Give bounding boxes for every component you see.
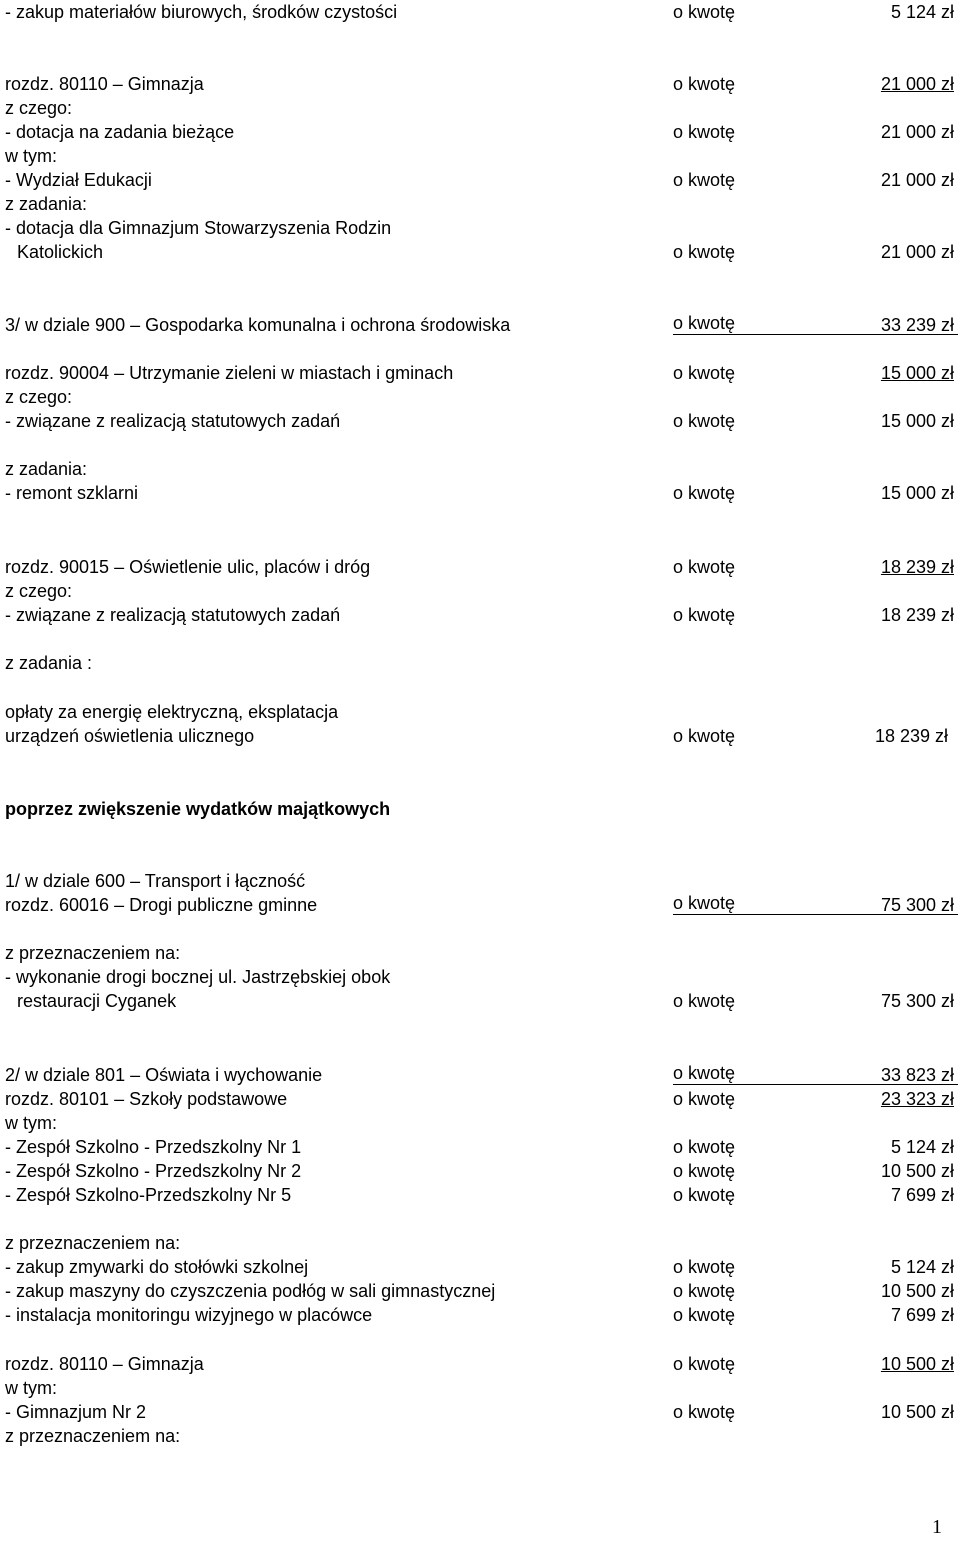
line-amount: 21 000 zł [880, 242, 954, 262]
line-amount-label: o kwotę [673, 1402, 736, 1422]
line-amount-label: o kwotę [673, 557, 736, 577]
budget-line [0, 651, 960, 675]
line-amount-label: o kwotę [673, 411, 736, 431]
budget-line [0, 700, 960, 724]
line-amount: 5 124 zł [890, 2, 954, 22]
line-amount-label: o kwotę [673, 1089, 736, 1109]
line-amount: 10 500 zł [880, 1354, 954, 1374]
line-description: rozdz. 90004 – Utrzymanie zieleni w miastach i gminach [5, 363, 454, 383]
line-description: Katolickich [17, 242, 104, 262]
line-description: z czego: [5, 387, 73, 407]
budget-line [0, 216, 960, 240]
budget-line [0, 603, 960, 627]
line-amount: 75 300 zł [880, 895, 954, 915]
line-amount-label: o kwotę [673, 313, 958, 335]
budget-line [0, 1183, 960, 1207]
line-amount: 10 500 zł [880, 1281, 954, 1301]
budget-line [0, 1376, 960, 1400]
line-description: z zadania : [5, 653, 93, 673]
line-description: - instalacja monitoringu wizyjnego w placówce [5, 1305, 373, 1325]
budget-line [0, 144, 960, 168]
line-amount: 15 000 zł [880, 363, 954, 383]
line-amount-label: o kwotę [673, 242, 736, 262]
budget-line [0, 1400, 960, 1424]
budget-line [0, 989, 960, 1013]
section-heading-text: poprzez zwiększenie wydatków majątkowych [5, 799, 391, 819]
line-description: rozdz. 60016 – Drogi publiczne gminne [5, 895, 318, 915]
page-number: 1 [932, 1516, 942, 1538]
budget-line [0, 240, 960, 264]
line-description: 2/ w dziale 801 – Oświata i wychowanie [5, 1065, 323, 1085]
line-description: - remont szklarni [5, 483, 139, 503]
budget-line [0, 869, 960, 893]
line-description: z przeznaczeniem na: [5, 1426, 181, 1446]
line-description: - dotacja dla Gimnazjum Stowarzyszenia Rodzin [5, 218, 392, 238]
line-amount-label: o kwotę [673, 170, 736, 190]
line-description: 1/ w dziale 600 – Transport i łączność [5, 871, 306, 891]
budget-line [0, 1135, 960, 1159]
line-description: - zakup maszyny do czyszczenia podłóg w sali gimnastycznej [5, 1281, 496, 1301]
budget-line [0, 361, 960, 385]
line-amount-label: o kwotę [673, 1161, 736, 1181]
line-amount: 5 124 zł [890, 1137, 954, 1157]
line-description: - zakup materiałów biurowych, środków czystości [5, 2, 398, 22]
budget-line [0, 1303, 960, 1327]
line-description: rozdz. 90015 – Oświetlenie ulic, placów i dróg [5, 557, 371, 577]
line-description: - Zespół Szkolno - Przedszkolny Nr 2 [5, 1161, 302, 1181]
line-description: restauracji Cyganek [17, 991, 177, 1011]
line-amount-label: o kwotę [673, 74, 736, 94]
budget-line [0, 1159, 960, 1183]
line-description: w tym: [5, 146, 57, 166]
line-amount-label: o kwotę [673, 991, 736, 1011]
line-description: z przeznaczeniem na: [5, 1233, 181, 1253]
line-amount: 7 699 zł [890, 1185, 954, 1205]
line-amount-label: o kwotę [673, 2, 736, 22]
line-description: rozdz. 80110 – Gimnazja [5, 1354, 204, 1374]
line-amount: 7 699 zł [890, 1305, 954, 1325]
budget-line [0, 1231, 960, 1255]
budget-line [0, 96, 960, 120]
line-amount-label: o kwotę [673, 1137, 736, 1157]
line-amount-label: o kwotę [673, 1063, 958, 1085]
line-amount: 15 000 zł [880, 483, 954, 503]
line-description: - zakup zmywarki do stołówki szkolnej [5, 1257, 309, 1277]
line-description: z zadania: [5, 194, 88, 214]
line-amount: 18 239 zł [880, 557, 954, 577]
line-amount: 75 300 zł [880, 991, 954, 1011]
budget-line [0, 1279, 960, 1303]
line-description: rozdz. 80110 – Gimnazja [5, 74, 204, 94]
budget-line [0, 965, 960, 989]
line-amount-label: o kwotę [673, 1354, 736, 1374]
line-amount: 18 239 zł [874, 726, 948, 746]
section-heading [0, 797, 960, 821]
line-description: - Gimnazjum Nr 2 [5, 1402, 147, 1422]
line-amount: 18 239 zł [880, 605, 954, 625]
line-description: opłaty za energię elektryczną, eksplatacja [5, 702, 339, 722]
line-amount-label: o kwotę [673, 1185, 736, 1205]
budget-line [0, 481, 960, 505]
line-amount: 21 000 zł [880, 74, 954, 94]
line-amount: 5 124 zł [890, 1257, 954, 1277]
line-amount: 15 000 zł [880, 411, 954, 431]
line-amount-label: o kwotę [673, 1281, 736, 1301]
line-amount: 23 323 zł [880, 1089, 954, 1109]
line-amount-label: o kwotę [673, 605, 736, 625]
budget-line [0, 1255, 960, 1279]
line-amount: 33 823 zł [880, 1065, 954, 1085]
line-description: z czego: [5, 98, 73, 118]
line-amount: 21 000 zł [880, 170, 954, 190]
budget-line [0, 579, 960, 603]
budget-line [0, 385, 960, 409]
line-amount: 10 500 zł [880, 1402, 954, 1422]
budget-line [0, 192, 960, 216]
budget-line [0, 409, 960, 433]
budget-line [0, 1087, 960, 1111]
budget-line [0, 168, 960, 192]
budget-line [0, 1111, 960, 1135]
line-description: - Zespół Szkolno-Przedszkolny Nr 5 [5, 1185, 292, 1205]
line-amount: 33 239 zł [880, 315, 954, 335]
budget-line [0, 1063, 960, 1087]
line-amount-label: o kwotę [673, 122, 736, 142]
line-description: - dotacja na zadania bieżące [5, 122, 235, 142]
line-description: w tym: [5, 1378, 57, 1398]
budget-line [0, 724, 960, 748]
line-amount: 21 000 zł [880, 122, 954, 142]
line-description: urządzeń oświetlenia ulicznego [5, 726, 255, 746]
line-description: - Zespół Szkolno - Przedszkolny Nr 1 [5, 1137, 302, 1157]
budget-line [0, 120, 960, 144]
line-amount-label: o kwotę [673, 363, 736, 383]
line-description: - wykonanie drogi bocznej ul. Jastrzębskiej obok [5, 967, 391, 987]
line-amount-label: o kwotę [673, 483, 736, 503]
line-amount-label: o kwotę [673, 726, 736, 746]
budget-line [0, 1352, 960, 1376]
line-description: w tym: [5, 1113, 57, 1133]
budget-line [0, 1424, 960, 1448]
budget-line [0, 941, 960, 965]
line-description: - związane z realizacją statutowych zadań [5, 605, 341, 625]
budget-line [0, 555, 960, 579]
line-description: - Wydział Edukacji [5, 170, 152, 190]
budget-line [0, 893, 960, 917]
line-amount-label: o kwotę [673, 1305, 736, 1325]
line-amount: 10 500 zł [880, 1161, 954, 1181]
budget-line [0, 457, 960, 481]
line-amount-label: o kwotę [673, 1257, 736, 1277]
line-description: z czego: [5, 581, 73, 601]
budget-line [0, 313, 960, 337]
budget-line [0, 72, 960, 96]
budget-line [0, 0, 960, 24]
line-description: rozdz. 80101 – Szkoły podstawowe [5, 1089, 288, 1109]
line-amount-label: o kwotę [673, 893, 958, 915]
line-description: z przeznaczeniem na: [5, 943, 181, 963]
line-description: 3/ w dziale 900 – Gospodarka komunalna i ochrona środowiska [5, 315, 511, 335]
line-description: z zadania: [5, 459, 88, 479]
line-description: - związane z realizacją statutowych zadań [5, 411, 341, 431]
